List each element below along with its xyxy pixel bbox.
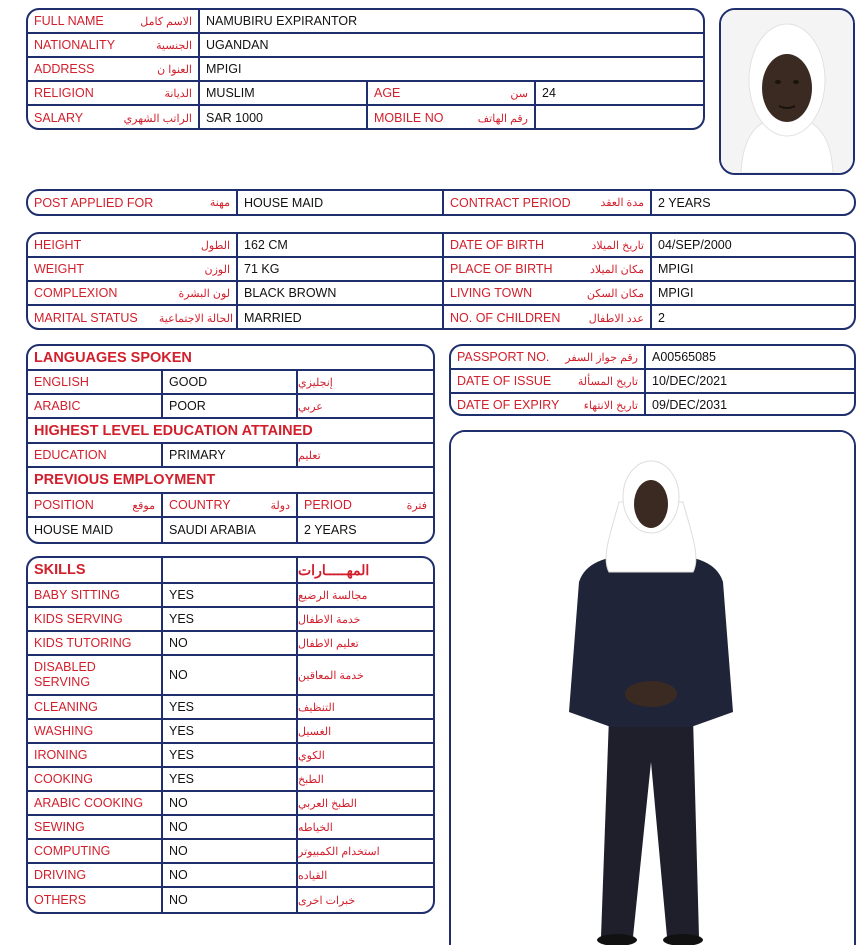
skill-label: COMPUTING <box>28 840 163 862</box>
skill-value: NO <box>163 656 298 694</box>
language-arabic-value: POOR <box>163 395 298 417</box>
skill-row <box>28 816 433 840</box>
languages-heading: LANGUAGES SPOKEN <box>34 349 192 366</box>
full-body-photo <box>449 430 856 945</box>
skill-row <box>28 608 433 632</box>
passport-number-label: PASSPORT NO. رقم جواز السفر <box>451 346 646 368</box>
skill-row <box>28 768 433 792</box>
nationality-value: UGANDAN <box>206 38 269 52</box>
skill-value: YES <box>163 584 298 606</box>
marital-status-value: MARRIED <box>238 306 444 330</box>
weight-value: 71 KG <box>238 258 444 280</box>
children-label: NO. OF CHILDREN عدد الاطفال <box>444 306 652 330</box>
skill-label-ar: خدمة الاطفال <box>298 613 361 626</box>
skill-label: KIDS SERVING <box>28 608 163 630</box>
skills-table <box>26 556 435 914</box>
place-of-birth-label: PLACE OF BIRTH مكان الميلاد <box>444 258 652 280</box>
issue-date-label: DATE OF ISSUE تاريخ المسألة <box>451 370 646 392</box>
address-value: MPIGI <box>206 62 242 76</box>
skill-label-ar: خدمة المعاقين <box>298 669 364 682</box>
employment-position-value: HOUSE MAID <box>28 518 163 542</box>
skill-row <box>28 720 433 744</box>
skill-row <box>28 696 433 720</box>
skill-row <box>28 656 433 696</box>
skill-value: YES <box>163 744 298 766</box>
passport-table <box>449 344 856 416</box>
nationality-label: NATIONALITY الجنسية <box>28 34 200 56</box>
skill-label: SEWING <box>28 816 163 838</box>
post-applied-value: HOUSE MAID <box>238 191 444 214</box>
height-value: 162 CM <box>238 234 444 256</box>
language-english-ar: إنجليزي <box>298 376 333 389</box>
age-label: AGE سن <box>368 82 536 104</box>
skill-value: NO <box>163 816 298 838</box>
religion-value: MUSLIM <box>200 82 368 104</box>
employment-heading: PREVIOUS EMPLOYMENT <box>34 472 216 488</box>
skill-value: YES <box>163 720 298 742</box>
dob-label: DATE OF BIRTH تاريخ الميلاد <box>444 234 652 256</box>
skill-value: YES <box>163 768 298 790</box>
skill-label: BABY SITTING <box>28 584 163 606</box>
religion-label: RELIGION الديانة <box>28 82 200 104</box>
full-name-label: FULL NAME الاسم كامل <box>28 10 200 32</box>
skill-value: NO <box>163 632 298 654</box>
address-label: ADDRESS العنوا ن <box>28 58 200 80</box>
skill-label: ARABIC COOKING <box>28 792 163 814</box>
employment-country-value: SAUDI ARABIA <box>163 518 298 542</box>
children-value: 2 <box>658 311 665 325</box>
physical-info-table <box>26 232 856 330</box>
skill-row <box>28 864 433 888</box>
expiry-date-value: 09/DEC/2031 <box>652 398 728 412</box>
skill-label: IRONING <box>28 744 163 766</box>
salary-label: SALARY الراتب الشهري <box>28 106 200 130</box>
contract-period-value: 2 YEARS <box>658 195 711 210</box>
skill-label-ar: مجالسة الرضيع <box>298 589 368 602</box>
skill-value: NO <box>163 888 298 912</box>
skill-value: NO <box>163 864 298 886</box>
age-value: 24 <box>542 86 556 100</box>
skill-row <box>28 584 433 608</box>
contract-period-label: CONTRACT PERIOD مدة العقد <box>444 191 652 214</box>
skill-label-ar: الغسيل <box>298 725 332 738</box>
skill-value: NO <box>163 792 298 814</box>
place-of-birth-value: MPIGI <box>658 262 694 276</box>
skill-label-ar: استخدام الكمبيوتر <box>298 845 380 858</box>
skill-label: WASHING <box>28 720 163 742</box>
full-name-value: NAMUBIRU EXPIRANTOR <box>206 14 358 28</box>
skill-label-ar: تعليم الاطفال <box>298 637 359 650</box>
period-label: PERIOD فترة <box>304 498 427 512</box>
skill-value: NO <box>163 840 298 862</box>
post-applied-label: POST APPLIED FOR مهنة <box>28 191 238 214</box>
education-heading: HIGHEST LEVEL EDUCATION ATTAINED <box>34 422 313 439</box>
mobile-value <box>536 106 703 130</box>
full-body-person-icon <box>451 432 854 945</box>
skill-label-ar: الخياطه <box>298 821 333 834</box>
weight-label: WEIGHT الوزن <box>28 258 238 280</box>
issue-date-value: 10/DEC/2021 <box>652 374 728 388</box>
skill-label-ar: الطبخ <box>298 773 324 786</box>
skill-label-ar: الطبخ العربي <box>298 797 357 810</box>
dob-value: 04/SEP/2000 <box>658 238 732 252</box>
personal-info-table <box>26 8 705 130</box>
skill-label: CLEANING <box>28 696 163 718</box>
skill-row <box>28 744 433 768</box>
country-label: COUNTRY دولة <box>163 494 298 516</box>
education-ar: تعليم <box>298 449 321 462</box>
skill-row <box>28 888 433 912</box>
skill-value: YES <box>163 608 298 630</box>
skill-label: DISABLED SERVING <box>28 656 163 694</box>
passport-number-value: A00565085 <box>652 350 716 364</box>
skill-label-ar: التنظيف <box>298 701 335 714</box>
living-town-value: MPIGI <box>658 286 694 300</box>
skill-value: YES <box>163 696 298 718</box>
portrait-photo <box>719 8 855 175</box>
skill-label-ar: الكوي <box>298 749 325 762</box>
complexion-label: COMPLEXION لون البشرة <box>28 282 238 304</box>
portrait-person-icon <box>721 10 853 173</box>
skill-row <box>28 840 433 864</box>
skill-row <box>28 792 433 816</box>
skill-label: OTHERS <box>28 888 163 912</box>
skill-label: KIDS TUTORING <box>28 632 163 654</box>
skill-row <box>28 632 433 656</box>
post-table <box>26 189 856 216</box>
education-value: PRIMARY <box>163 444 298 466</box>
skill-label: DRIVING <box>28 864 163 886</box>
skills-heading-blank <box>163 558 298 582</box>
skill-label: COOKING <box>28 768 163 790</box>
languages-education-table <box>26 344 435 544</box>
expiry-date-label: DATE OF EXPIRY تاريخ الانتهاء <box>451 394 646 416</box>
living-town-label: LIVING TOWN مكان السكن <box>444 282 652 304</box>
complexion-value: BLACK BROWN <box>238 282 444 304</box>
position-label: POSITION موقع <box>28 494 163 516</box>
language-english-value: GOOD <box>163 371 298 393</box>
language-arabic-ar: عربي <box>298 400 323 413</box>
skill-label-ar: خبرات اخرى <box>298 894 356 907</box>
skills-heading-ar: المهـــــارات <box>298 561 370 578</box>
height-label: HEIGHT الطول <box>28 234 238 256</box>
education-label: EDUCATION <box>28 444 163 466</box>
skill-label-ar: القياده <box>298 869 328 882</box>
language-english-label: ENGLISH <box>28 371 163 393</box>
language-arabic-label: ARABIC <box>28 395 163 417</box>
marital-status-label: MARITAL STATUS الحالة الاجتماعية <box>28 306 238 330</box>
employment-period-value: 2 YEARS <box>304 523 357 537</box>
mobile-label: MOBILE NO رقم الهاتف <box>368 106 536 130</box>
skills-heading: SKILLS <box>28 558 163 582</box>
salary-value: SAR 1000 <box>200 106 368 130</box>
